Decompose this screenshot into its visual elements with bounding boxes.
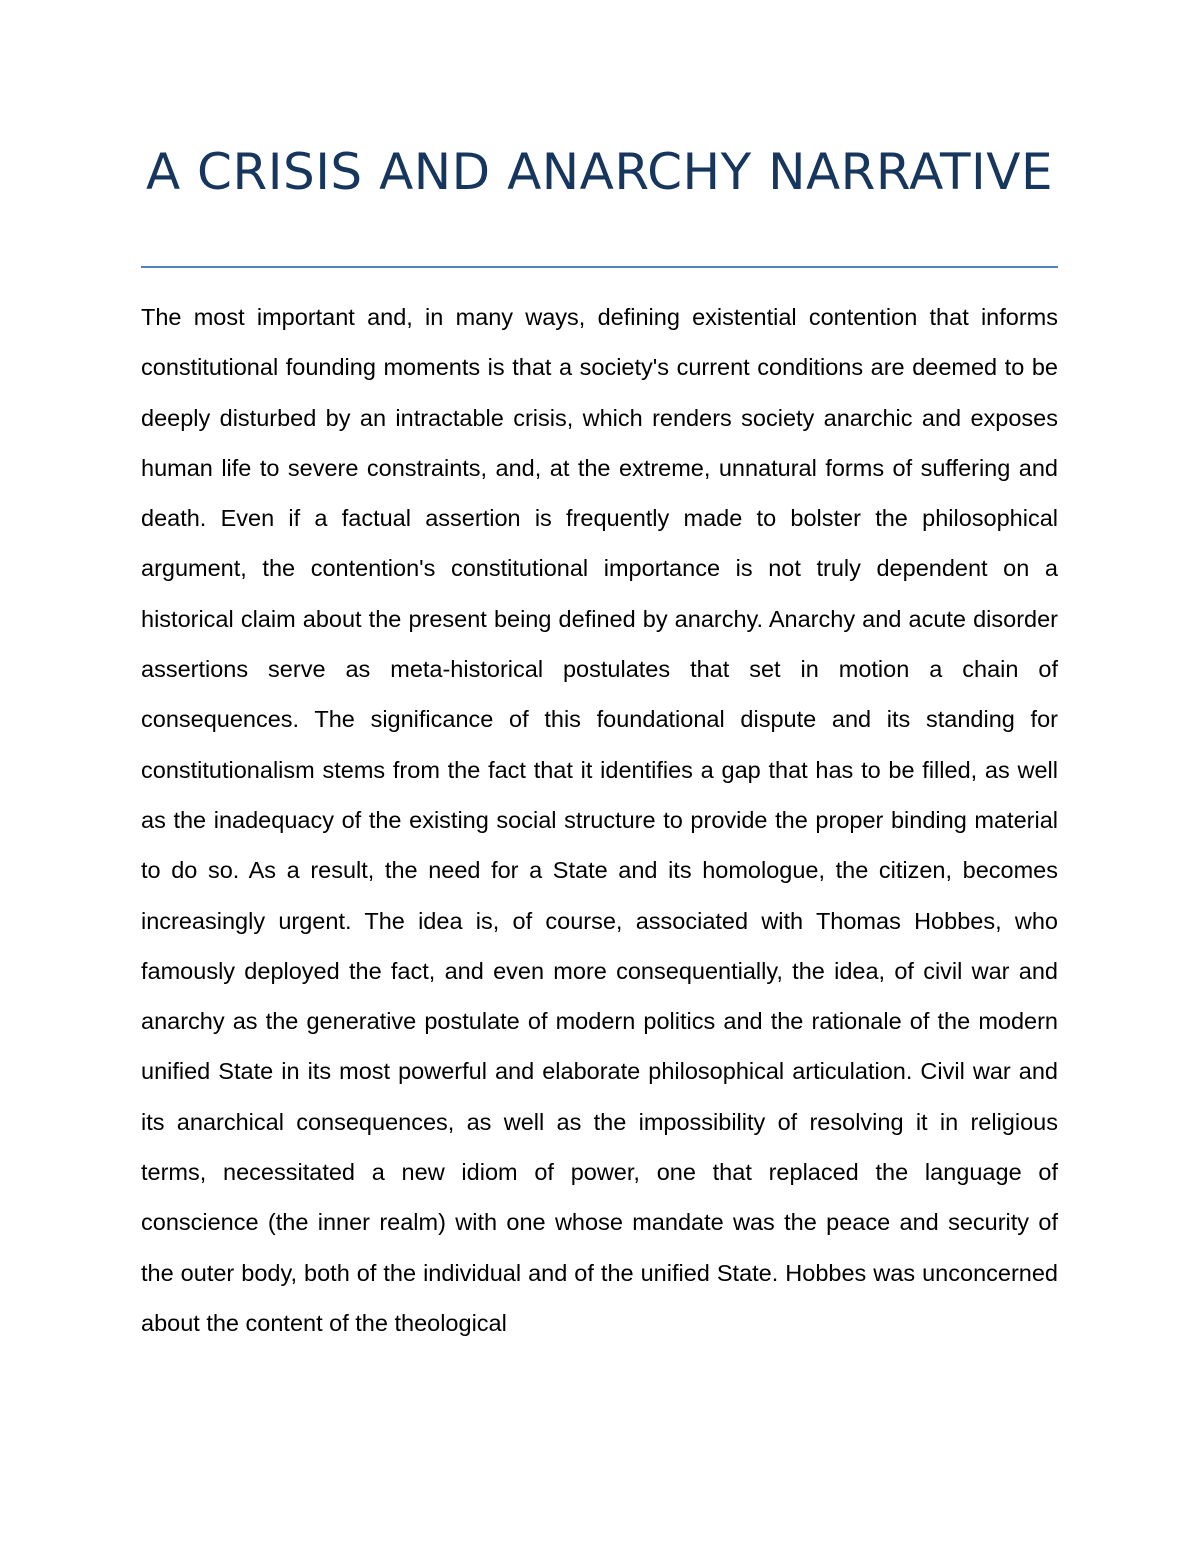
body-paragraph: The most important and, in many ways, defining existential contention that informs constitutional founding moments is that a society's current conditions are deemed to be deeply disturbed by an intractable crisis, which renders society anarchic and exposes human life to severe constraints, and, at the extreme, unnatural forms of suffering and death. Even if a factual assertion is frequently made to bolster the philosophical argument, the contention's constitutional importance is not truly dependent on a historical claim about the present being defined by anarchy. Anarchy and acute disorder assertions serve as meta-historical postulates that set in motion a chain of consequences. The significance of this foundational dispute and its standing for constitutionalism stems from the fact that it identifies a gap that has to be filled, as well as the inadequacy of the existing social structure to provide the proper binding material to do so. As a result, the need for a State and its homologue, the citizen, becomes increasingly urgent. The idea is, of course, associated with Thomas Hobbes, who famously deployed the fact, and even more consequentially, the idea, of civil war and anarchy as the generative postulate of modern politics and the rationale of the modern unified State in its most powerful and elaborate philosophical articulation. Civil war and its anarchical consequences, as well as the impossibility of resolving it in religious terms, necessitated a new idiom of power, one that replaced the language of conscience (the inner realm) with one whose mandate was the peace and security of the outer body, both of the individual and of the unified State. Hobbes was unconcerned about the content of the theological [141, 304, 1058, 1336]
page-title: A CRISIS AND ANARCHY NARRATIVE [145, 143, 1054, 201]
title-underline-divider [141, 266, 1058, 268]
